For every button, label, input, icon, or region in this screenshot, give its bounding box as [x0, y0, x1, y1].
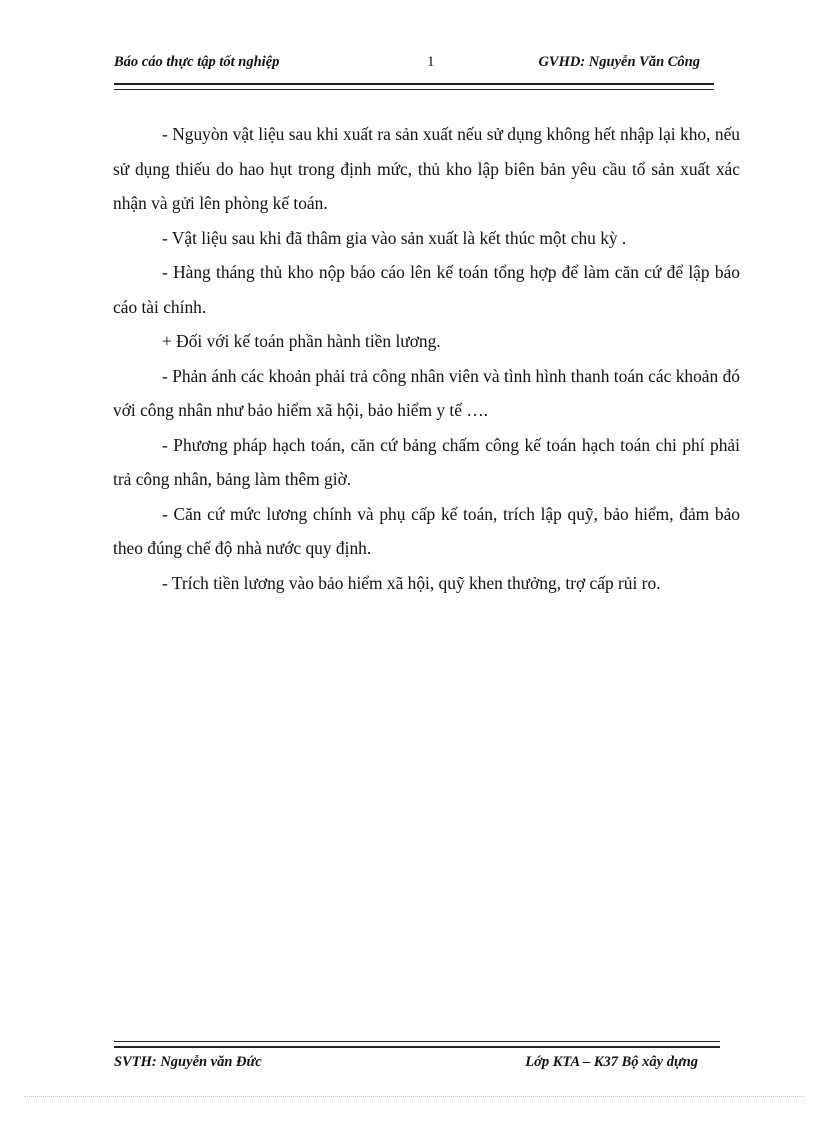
report-title: Báo cáo thực tập tốt nghiệp [114, 54, 280, 70]
page-edge-dotted-line [24, 1096, 804, 1098]
paragraph: - Phản ánh các khoản phải trả công nhân viên và tình hình thanh toán các khoản đó với công nhân như bảo hiểm xã hội, bảo hiểm y tế …. [113, 365, 740, 420]
paragraph: - Vật liệu sau khi đã thâm gia vào sản xuất là kết thúc một chu kỳ . [162, 227, 627, 248]
document-body [113, 117, 740, 600]
header-divider [114, 83, 714, 90]
paragraph: - Trích tiền lương vào bảo hiểm xã hội, quỹ khen thưởng, trợ cấp rủi ro. [162, 572, 661, 593]
page-header [114, 54, 714, 76]
class-info: Lớp KTA – K37 Bộ xây dựng [525, 1054, 698, 1070]
paragraph: - Căn cứ mức lương chính và phụ cấp kế toán, trích lập quỹ, bảo hiểm, đảm bảo theo đúng chế độ nhà nước quy định. [113, 503, 740, 558]
paragraph: - Phương pháp hạch toán, căn cứ bảng chấm công kế toán hạch toán chi phí phải trả công nhân, bảng làm thêm giờ. [113, 434, 740, 489]
paragraph: - Hàng tháng thủ kho nộp báo cáo lên kế toán tổng hợp để làm căn cứ để lập báo cáo tài chính. [113, 262, 740, 317]
student-name: SVTH: Nguyễn văn Đức [114, 1054, 262, 1070]
page-footer [114, 1054, 714, 1076]
page-number: 1 [427, 54, 435, 70]
paragraph: - Nguyòn vật liệu sau khi xuất ra sản xuất nếu sử dụng không hết nhập lại kho, nếu sử dụng thiếu do hao hụt trong định mức, thủ kho lập biên bản yêu cầu tổ sản xuất xác nhận và gửi lên phòng kế toán. [113, 124, 740, 213]
paragraph: + Đối với kế toán phần hành tiền lương. [162, 331, 441, 351]
supervisor-name: GVHD: Nguyễn Văn Công [538, 54, 700, 70]
footer-divider [114, 1041, 720, 1048]
